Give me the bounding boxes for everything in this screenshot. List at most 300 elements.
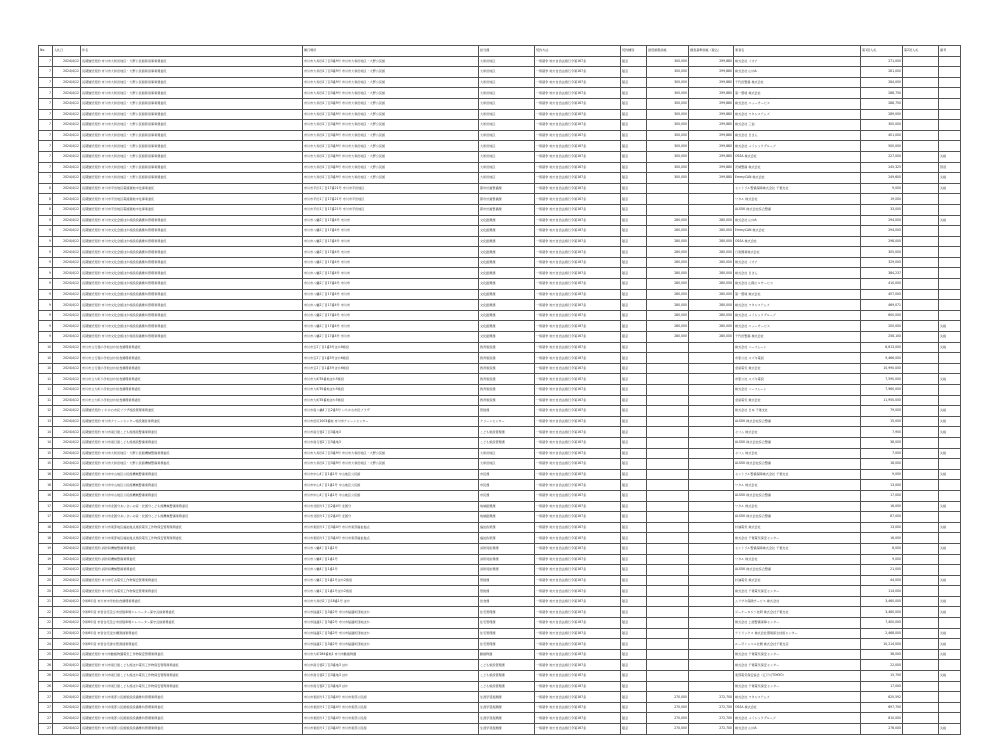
cell-subject: 長期継続契約 市川市動植物園電気工作物保安管理業務委託	[81, 649, 303, 660]
cell-no: 27	[39, 724, 53, 735]
cell-bid-date: 2024/4/12	[53, 448, 81, 459]
cell-no: 26	[39, 660, 53, 671]
cell-no: 8	[39, 204, 53, 215]
cell-contract-type: 随意	[621, 437, 647, 448]
cell-remarks	[939, 56, 961, 67]
cell-vendor: EmmyCAN 株式会社	[734, 226, 861, 237]
cell-vendor: 株式会社 千葉電気保安センター	[734, 533, 861, 544]
cell-survey-price	[689, 565, 734, 576]
cell-bid-2	[903, 215, 939, 226]
cell-survey-price	[689, 469, 734, 480]
table-row	[39, 183, 961, 194]
cell-location: 市川市宝2丁目1番5号ほか6施設	[303, 353, 479, 364]
cell-vendor: 株式会社 日本 千葉支社	[734, 406, 861, 417]
cell-bid-date: 2024/4/12	[53, 268, 81, 279]
cell-min-price: 300,000	[647, 141, 689, 152]
cell-bid-date: 2024/4/12	[53, 607, 81, 618]
cell-remarks: 失格	[939, 607, 961, 618]
cell-no: 22	[39, 618, 53, 629]
cell-remarks: 失格	[939, 321, 961, 332]
cell-department: 大和田地区	[479, 88, 535, 99]
cell-vendor: 株式会社 メイシックグループ	[734, 310, 861, 321]
cell-min-price: 280,000	[647, 300, 689, 311]
table-row	[39, 120, 961, 131]
cell-contract-type: 随意	[621, 279, 647, 290]
cell-bid-1: 10,214,000	[861, 639, 903, 650]
cell-bid-2	[903, 607, 939, 618]
cell-remarks	[939, 130, 961, 141]
cell-location: 市川市東国分1丁目3番4号 市川市東部公民館	[303, 724, 479, 735]
table-row	[39, 618, 961, 629]
cell-subject: 令和6年度 市営住宅及び市営駐車場エレベーター保守点検業務委託	[81, 607, 303, 618]
cell-survey-price	[689, 586, 734, 597]
cell-location: 市川市八幡2丁目17番4号 市川市	[303, 236, 479, 247]
cell-contract-method: 一般競争 地方自治法施行令第167条	[535, 67, 621, 78]
cell-location: 市川市大和田2丁目18番1号 ほか	[303, 596, 479, 607]
cell-vendor: 市原公社 スズキ電設	[734, 374, 861, 385]
cell-bid-2	[903, 257, 939, 268]
cell-remarks	[939, 194, 961, 205]
cell-subject: 長期継続契約 市川市文化会館ほか施設設備維持管理業務委託	[81, 300, 303, 311]
cell-subject: 長期継続契約 市川市大和田地区・大野公民館新設事業費委託	[81, 130, 303, 141]
cell-min-price	[647, 660, 689, 671]
cell-department: 住宅管理課	[479, 618, 535, 629]
table-row	[39, 512, 961, 523]
cell-bid-1: 44,000	[861, 575, 903, 586]
cell-department: 生涯学習振興課	[479, 692, 535, 703]
cell-department: 消防局総務課	[479, 565, 535, 576]
cell-bid-2	[903, 469, 939, 480]
cell-min-price	[647, 554, 689, 565]
cell-survey-price	[689, 512, 734, 523]
cell-department: 消防局総務課	[479, 554, 535, 565]
cell-bid-date: 2024/4/12	[53, 109, 81, 120]
cell-location: 市川市東国分1丁目3番4号 市川市東部福祉拠点	[303, 533, 479, 544]
cell-subject: 市川市立大町小学校ほか給食調理業務委託	[81, 374, 303, 385]
cell-bid-date: 2024/4/12	[53, 618, 81, 629]
cell-department: 地域振興課	[479, 512, 535, 523]
cell-survey-price	[689, 671, 734, 682]
cell-min-price: 300,000	[647, 173, 689, 184]
cell-survey-price: 299,880	[689, 141, 734, 152]
table-row	[39, 88, 961, 99]
cell-location: 市川市東国分1丁目3番4号 市川市東部福祉拠点	[303, 522, 479, 533]
cell-subject: 長期継続契約 市川市文化会館ほか施設設備維持管理業務委託	[81, 332, 303, 343]
cell-contract-method: 一般競争 地方自治法施行令第167条	[535, 416, 621, 427]
cell-contract-method: 一般競争 地方自治法施行令第167条	[535, 385, 621, 396]
cell-bid-date: 2024/4/12	[53, 374, 81, 385]
cell-bid-2	[903, 565, 939, 576]
cell-survey-price	[689, 554, 734, 565]
cell-survey-price: 299,880	[689, 77, 734, 88]
cell-bid-date: 2024/4/12	[53, 628, 81, 639]
cell-department: 大和田地区	[479, 173, 535, 184]
cell-contract-method: 一般競争 地方自治法施行令第167条	[535, 183, 621, 194]
cell-contract-method: 一般競争 地方自治法施行令第167条	[535, 77, 621, 88]
cell-bid-date: 2024/4/12	[53, 596, 81, 607]
cell-department: 教育施設課	[479, 374, 535, 385]
cell-location: 市川市八幡2丁目17番4号 市川市	[303, 279, 479, 290]
cell-subject: 長期継続契約 市川市南行徳こども館ほか電気工作物保安管理業務委託	[81, 671, 303, 682]
cell-contract-type: 随意	[621, 300, 647, 311]
cell-department: 地域振興課	[479, 501, 535, 512]
cell-bid-2	[903, 173, 939, 184]
cell-min-price: 300,000	[647, 67, 689, 78]
cell-location: 市川市南行徳2丁目3番地3	[303, 437, 479, 448]
cell-bid-1: 15,000	[861, 416, 903, 427]
cell-bid-2	[903, 459, 939, 470]
cell-survey-price: 280,000	[689, 321, 734, 332]
cell-contract-type: 随意	[621, 88, 647, 99]
cell-bid-date: 2024/4/12	[53, 353, 81, 364]
cell-vendor: 株式会社 ワタシステムズ	[734, 109, 861, 120]
cell-remarks	[939, 226, 961, 237]
cell-subject: 市川市立大町小学校ほか給食調理業務委託	[81, 395, 303, 406]
cell-min-price	[647, 512, 689, 523]
cell-min-price	[647, 459, 689, 470]
cell-contract-method: 一般競争 地方自治法施行令第167条	[535, 660, 621, 671]
cell-contract-method: 一般競争 地方自治法施行令第167条	[535, 501, 621, 512]
cell-min-price: 280,000	[647, 257, 689, 268]
cell-location: 市川市北国分1丁目2番4号 北国分	[303, 501, 479, 512]
cell-vendor: セコム 株式会社	[734, 427, 861, 438]
cell-department: 教育施設課	[479, 385, 535, 396]
cell-contract-method: 一般競争 地方自治法施行令第167条	[535, 321, 621, 332]
cell-department: 大和田地区	[479, 459, 535, 470]
cell-survey-price: 272,700	[689, 724, 734, 735]
cell-remarks	[939, 77, 961, 88]
header-contract-method: 契約方法	[535, 46, 621, 57]
cell-department: 大和田地区	[479, 109, 535, 120]
cell-vendor: 株式会社 上総警備保障センター	[734, 618, 861, 629]
cell-bid-2	[903, 681, 939, 692]
cell-bid-2	[903, 649, 939, 660]
cell-vendor: セントラル警備保障株式会社 千葉支社	[734, 183, 861, 194]
cell-department: 大和田地区	[479, 77, 535, 88]
cell-bid-1: 305,000	[861, 247, 903, 258]
cell-bid-date: 2024/4/12	[53, 586, 81, 597]
cell-bid-date: 2024/4/12	[53, 88, 81, 99]
table-row	[39, 385, 961, 396]
cell-min-price: 270,000	[647, 713, 689, 724]
cell-bid-date: 2024/4/12	[53, 501, 81, 512]
cell-bid-1: 300,000	[861, 120, 903, 131]
cell-bid-2	[903, 120, 939, 131]
cell-bid-date: 2024/4/12	[53, 543, 81, 554]
cell-bid-1: 276,000	[861, 724, 903, 735]
cell-bid-1: 7,400,000	[861, 618, 903, 629]
cell-contract-type: 随意	[621, 226, 647, 237]
table-row	[39, 480, 961, 491]
cell-survey-price	[689, 501, 734, 512]
cell-subject: 長期継続契約 市川市大和田地区・大野公民館新設事業費委託	[81, 88, 303, 99]
cell-bid-2	[903, 713, 939, 724]
cell-min-price: 300,000	[647, 77, 689, 88]
cell-vendor: 株式会社 ニューサービス	[734, 98, 861, 109]
table-row	[39, 109, 961, 120]
cell-remarks: 失格	[939, 342, 961, 353]
cell-remarks	[939, 120, 961, 131]
cell-vendor: EmmyCAN 株式会社	[734, 173, 861, 184]
cell-bid-1: 19,000	[861, 194, 903, 205]
table-row	[39, 660, 961, 671]
cell-bid-date: 2024/4/12	[53, 236, 81, 247]
cell-vendor: ワタル 株式会社	[734, 480, 861, 491]
table-row	[39, 469, 961, 480]
cell-bid-1: 8,613,000	[861, 342, 903, 353]
cell-contract-method: 一般競争 地方自治法施行令第167条	[535, 575, 621, 586]
cell-contract-method: 一般競争 地方自治法施行令第167条	[535, 109, 621, 120]
cell-survey-price	[689, 533, 734, 544]
cell-bid-date: 2024/4/12	[53, 130, 81, 141]
table-row	[39, 300, 961, 311]
cell-contract-method: 一般競争 地方自治法施行令第167条	[535, 702, 621, 713]
cell-survey-price: 280,000	[689, 332, 734, 343]
cell-subject: 長期継続契約 市川市文化会館ほか施設設備維持管理業務委託	[81, 247, 303, 258]
cell-contract-type: 随意	[621, 289, 647, 300]
header-contract-type: 契約種別	[621, 46, 647, 57]
cell-contract-method: 一般競争 地方自治法施行令第167条	[535, 448, 621, 459]
cell-bid-date: 2024/4/12	[53, 554, 81, 565]
cell-bid-1: 7,960,000	[861, 385, 903, 396]
cell-department: 生涯学習振興課	[479, 702, 535, 713]
cell-remarks	[939, 268, 961, 279]
cell-department: 給食課	[479, 596, 535, 607]
cell-no: 10	[39, 353, 53, 364]
cell-contract-type: 随意	[621, 395, 647, 406]
cell-min-price	[647, 671, 689, 682]
cell-bid-date: 2024/4/12	[53, 639, 81, 650]
cell-contract-method: 一般競争 地方自治法施行令第167条	[535, 586, 621, 597]
cell-remarks	[939, 353, 961, 364]
cell-contract-method: 一般競争 地方自治法施行令第167条	[535, 596, 621, 607]
cell-department: 大和田地区	[479, 162, 535, 173]
cell-department: 住宅管理課	[479, 628, 535, 639]
table-row	[39, 173, 961, 184]
cell-department: 管財課	[479, 586, 535, 597]
cell-no: 27	[39, 713, 53, 724]
cell-no: 26	[39, 681, 53, 692]
cell-department: 動植物園	[479, 649, 535, 660]
cell-department: こども施設管理課	[479, 427, 535, 438]
cell-contract-method: 一般競争 地方自治法施行令第167条	[535, 490, 621, 501]
cell-bid-1: 79,000	[861, 406, 903, 417]
cell-bid-1: 249,600	[861, 173, 903, 184]
table-row	[39, 575, 961, 586]
cell-bid-1: 9,000	[861, 469, 903, 480]
cell-bid-1: 401,000	[861, 130, 903, 141]
cell-contract-method: 一般競争 地方自治法施行令第167条	[535, 607, 621, 618]
cell-contract-method: 一般競争 地方自治法施行令第167条	[535, 671, 621, 682]
cell-bid-1: 469,071	[861, 300, 903, 311]
cell-bid-2	[903, 226, 939, 237]
cell-vendor: ALSOK 株式会社綜合警備	[734, 490, 861, 501]
cell-survey-price	[689, 353, 734, 364]
cell-department: 消防局総務課	[479, 543, 535, 554]
cell-bid-2	[903, 533, 939, 544]
cell-min-price	[647, 353, 689, 364]
cell-survey-price: 280,000	[689, 300, 734, 311]
cell-contract-method: 一般競争 地方自治法施行令第167条	[535, 618, 621, 629]
cell-subject: 長期継続契約 市川市東部地区福祉拠点施設電気工作物保安管理業務委託	[81, 522, 303, 533]
cell-bid-date: 2024/4/12	[53, 469, 81, 480]
cell-survey-price: 280,000	[689, 215, 734, 226]
cell-contract-method: 一般競争 地方自治法施行令第167条	[535, 469, 621, 480]
table-row	[39, 268, 961, 279]
cell-no: 9	[39, 247, 53, 258]
cell-no: 16	[39, 469, 53, 480]
cell-contract-method: 一般競争 地方自治法施行令第167条	[535, 713, 621, 724]
cell-bid-2	[903, 639, 939, 650]
cell-survey-price	[689, 194, 734, 205]
cell-contract-type: 随意	[621, 490, 647, 501]
cell-bid-date: 2024/4/12	[53, 289, 81, 300]
cell-contract-method: 一般競争 地方自治法施行令第167条	[535, 332, 621, 343]
cell-no: 14	[39, 437, 53, 448]
cell-department: 生涯学習振興課	[479, 713, 535, 724]
cell-remarks: 辞退	[939, 162, 961, 173]
cell-remarks: 失格	[939, 469, 961, 480]
cell-remarks	[939, 98, 961, 109]
cell-contract-method: 一般競争 地方自治法施行令第167条	[535, 353, 621, 364]
table-body	[39, 56, 961, 734]
cell-min-price	[647, 681, 689, 692]
cell-vendor: テトラックス 株式会社環境保全技術センター	[734, 628, 861, 639]
cell-contract-method: 一般競争 地方自治法施行令第167条	[535, 310, 621, 321]
cell-remarks	[939, 586, 961, 597]
cell-no: 19	[39, 543, 53, 554]
cell-bid-2	[903, 395, 939, 406]
cell-survey-price: 299,880	[689, 130, 734, 141]
cell-bid-1: 294,000	[861, 215, 903, 226]
cell-vendor: 株式会社 日さん	[734, 130, 861, 141]
cell-subject: 長期継続契約 市川市大和田地区・大野公民館新設事業費委託	[81, 151, 303, 162]
cell-no: 11	[39, 374, 53, 385]
cell-survey-price	[689, 416, 734, 427]
cell-location: 市川市八幡2丁目17番4号 市川市	[303, 247, 479, 258]
cell-contract-method: 一般競争 地方自治法施行令第167条	[535, 395, 621, 406]
cell-contract-method: 一般競争 地方自治法施行令第167条	[535, 247, 621, 258]
cell-remarks: 失格	[939, 639, 961, 650]
cell-department: 住宅管理課	[479, 639, 535, 650]
cell-department: クリーンセンター	[479, 416, 535, 427]
cell-location: 市川市平田1丁目17番21号 市川市平田地区	[303, 194, 479, 205]
cell-remarks: 失格	[939, 501, 961, 512]
table-row	[39, 554, 961, 565]
cell-remarks	[939, 236, 961, 247]
cell-contract-method: 一般競争 地方自治法施行令第167条	[535, 565, 621, 576]
cell-location: 市川市八幡2丁目17番4号 市川市	[303, 310, 479, 321]
cell-bid-date: 2024/4/12	[53, 194, 81, 205]
cell-no: 8	[39, 183, 53, 194]
cell-vendor: 株式会社 千葉電気保安センター	[734, 681, 861, 692]
cell-survey-price	[689, 342, 734, 353]
cell-bid-2	[903, 374, 939, 385]
cell-survey-price: 280,000	[689, 289, 734, 300]
cell-contract-type: 随意	[621, 512, 647, 523]
cell-remarks	[939, 385, 961, 396]
cell-no: 24	[39, 639, 53, 650]
cell-min-price: 280,000	[647, 236, 689, 247]
cell-no: 19	[39, 554, 53, 565]
cell-remarks	[939, 395, 961, 406]
cell-contract-type: 随意	[621, 427, 647, 438]
cell-subject: 長期継続契約 市川市南行徳こども館施設警備業務委託	[81, 427, 303, 438]
cell-subject: 令和6年度 市営住宅及び市営駐車場エレベーター保守点検業務委託	[81, 618, 303, 629]
cell-contract-type: 随意	[621, 257, 647, 268]
cell-subject: 市川市立大町小学校ほか給食調理業務委託	[81, 385, 303, 396]
cell-vendor: ALSOK 株式会社綜合警備	[734, 512, 861, 523]
cell-subject: 長期継続契約 市川市中山地区公民館機械警備業務委託	[81, 480, 303, 491]
cell-bid-2	[903, 151, 939, 162]
cell-contract-method: 一般競争 地方自治法施行令第167条	[535, 437, 621, 448]
cell-location: 市川市北国分1丁目2番4号 北国分	[303, 512, 479, 523]
cell-department: 管財課	[479, 575, 535, 586]
cell-bid-1: 13,000	[861, 480, 903, 491]
cell-survey-price: 299,880	[689, 151, 734, 162]
cell-survey-price: 272,700	[689, 702, 734, 713]
header-bid-1: 第1回入札	[861, 46, 903, 57]
cell-vendor: OSSA 株式会社	[734, 702, 861, 713]
cell-min-price: 280,000	[647, 279, 689, 290]
cell-min-price	[647, 649, 689, 660]
cell-location: 市川市大和田1丁目3番9号 市川市大和田地区・大野公民館	[303, 67, 479, 78]
cell-no: 9	[39, 268, 53, 279]
cell-no: 9	[39, 215, 53, 226]
cell-contract-method: 一般競争 地方自治法施行令第167条	[535, 226, 621, 237]
cell-vendor: ルーヴァンエル北興 株式会社千葉支店	[734, 639, 861, 650]
cell-contract-method: 一般競争 地方自治法施行令第167条	[535, 88, 621, 99]
cell-subject: 長期継続契約 市川市大和田地区・大野公民館新設事業費委託	[81, 98, 303, 109]
cell-vendor: 株式会社 イオア	[734, 257, 861, 268]
cell-min-price	[647, 575, 689, 586]
cell-contract-type: 随意	[621, 406, 647, 417]
cell-min-price	[647, 374, 689, 385]
cell-bid-date: 2024/4/12	[53, 649, 81, 660]
cell-min-price: 300,000	[647, 109, 689, 120]
table-row	[39, 702, 961, 713]
cell-survey-price	[689, 374, 734, 385]
cell-contract-method: 一般競争 地方自治法施行令第167条	[535, 692, 621, 703]
cell-bid-1: 38,000	[861, 649, 903, 660]
cell-bid-1: 245,325	[861, 162, 903, 173]
cell-subject: 長期継続契約 消防局機械警備業務委託	[81, 543, 303, 554]
cell-remarks	[939, 279, 961, 290]
cell-bid-date: 2024/4/12	[53, 416, 81, 427]
cell-vendor: 金星電気 株式会社	[734, 363, 861, 374]
header-department: 担当課	[479, 46, 535, 57]
cell-bid-1: 298,000	[861, 236, 903, 247]
header-min-price: 最低制限価格	[647, 46, 689, 57]
cell-subject: 長期継続契約 市川市大和田地区・大野公民館機械警備業務委託	[81, 459, 303, 470]
cell-vendor: 株式会社 千葉電気保安センター	[734, 649, 861, 660]
cell-no: 9	[39, 321, 53, 332]
cell-survey-price	[689, 618, 734, 629]
cell-bid-2	[903, 554, 939, 565]
cell-contract-type: 随意	[621, 596, 647, 607]
cell-contract-method: 一般競争 地方自治法施行令第167条	[535, 628, 621, 639]
cell-bid-date: 2024/4/12	[53, 575, 81, 586]
cell-subject: 長期継続契約 市川市中山地区公民館機械警備業務委託	[81, 490, 303, 501]
cell-subject: 長期継続契約 市川市大和田地区・大野公民館機械警備業務委託	[81, 448, 303, 459]
cell-no: 17	[39, 512, 53, 523]
cell-bid-2	[903, 448, 939, 459]
cell-min-price	[647, 183, 689, 194]
cell-contract-method: 一般競争 地方自治法施行令第167条	[535, 342, 621, 353]
cell-min-price: 280,000	[647, 289, 689, 300]
table-row	[39, 332, 961, 343]
cell-subject: 長期継続契約 市川市大和田地区・大野公民館新設事業費委託	[81, 56, 303, 67]
